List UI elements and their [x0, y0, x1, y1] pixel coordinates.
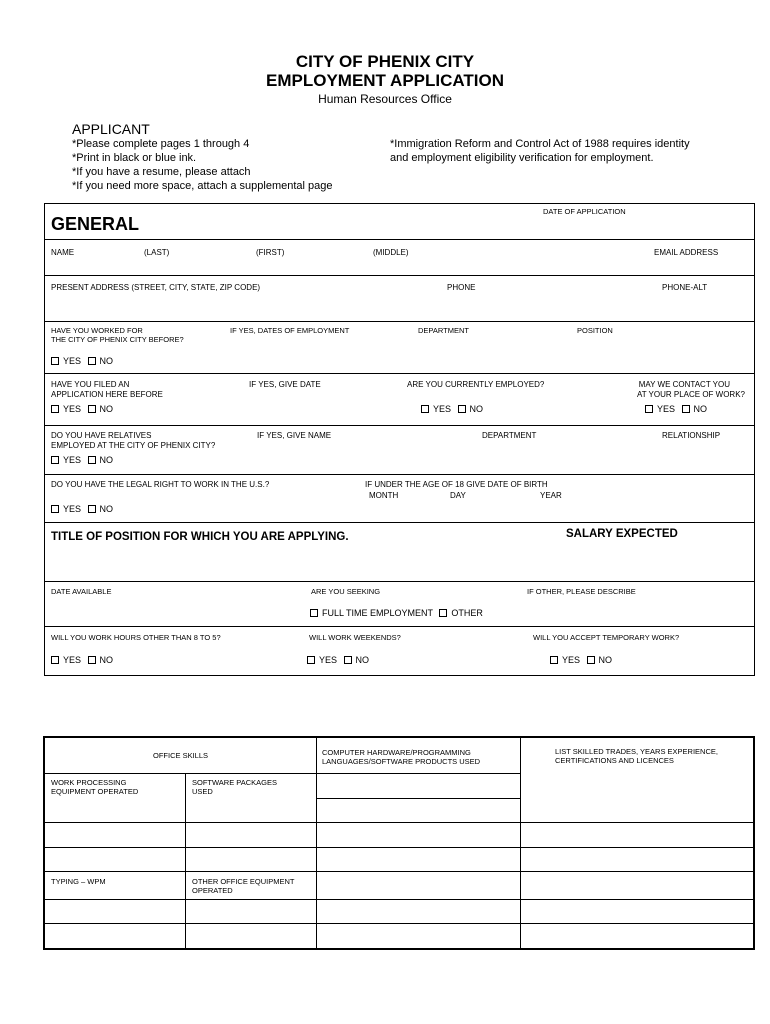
software-header: [192, 778, 277, 796]
relatives-line: EMPLOYED AT THE CITY OF PHENIX CITY?: [51, 441, 216, 450]
instruction-line: *If you need more space, attach a supplemental page: [72, 180, 333, 192]
name-label: NAME: [51, 248, 75, 257]
worked-before-line: THE CITY OF PHENIX CITY BEFORE?: [51, 335, 184, 344]
yes-checkbox[interactable]: [51, 456, 59, 464]
no-label: NO: [99, 455, 114, 465]
no-checkbox[interactable]: [88, 656, 96, 664]
other-label: OTHER: [451, 608, 483, 618]
yes-label: YES: [562, 655, 581, 665]
weekends-label: WILL WORK WEEKENDS?: [309, 633, 401, 642]
filed-before-line: APPLICATION HERE BEFORE: [51, 390, 163, 399]
trades-header: [555, 747, 718, 765]
filed-before-line: HAVE YOU FILED AN: [51, 380, 130, 389]
filed-before-label: [51, 380, 163, 400]
instruction-line: *Print in black or blue ink.: [72, 152, 197, 164]
trades-header-line: CERTIFICATIONS AND LICENCES: [555, 756, 674, 765]
contact-work-line: MAY WE CONTACT YOU: [638, 380, 730, 389]
legal-right-options: [51, 504, 113, 515]
temporary-options: [550, 655, 612, 666]
no-checkbox[interactable]: [344, 656, 352, 664]
yes-checkbox[interactable]: [645, 405, 653, 413]
salary-expected-label: SALARY EXPECTED: [566, 528, 678, 540]
typing-wpm-header: TYPING – WPM: [51, 877, 106, 886]
other-equipment-line: OPERATED: [192, 886, 233, 895]
legal-right-label: DO YOU HAVE THE LEGAL RIGHT TO WORK IN THE U.S.?: [51, 480, 270, 489]
contact-work-line: AT YOUR PLACE OF WORK?: [636, 390, 745, 399]
other-hours-label: WILL YOU WORK HOURS OTHER THAN 8 TO 5?: [51, 633, 221, 642]
immigration-notice: [390, 137, 690, 165]
no-label: NO: [99, 356, 114, 366]
dates-employment-label: IF YES, DATES OF EMPLOYMENT: [230, 326, 350, 335]
date-of-application-label: DATE OF APPLICATION: [543, 207, 626, 216]
worked-before-options: [51, 356, 113, 367]
other-equipment-header: [192, 877, 295, 895]
word-processing-line: WORK PROCESSING: [51, 778, 127, 787]
contact-work-label: [600, 380, 745, 400]
position-label: POSITION: [577, 326, 613, 335]
temporary-label: WILL YOU ACCEPT TEMPORARY WORK?: [533, 633, 680, 642]
other-checkbox[interactable]: [439, 609, 447, 617]
no-label: NO: [355, 655, 370, 665]
yes-checkbox[interactable]: [51, 656, 59, 664]
day-label: DAY: [450, 491, 466, 500]
relative-department-label: DEPARTMENT: [482, 431, 537, 440]
currently-employed-options: [421, 404, 483, 415]
other-hours-options: [51, 655, 113, 666]
no-checkbox[interactable]: [88, 357, 96, 365]
month-label: MONTH: [369, 491, 399, 500]
filed-before-options: [51, 404, 113, 415]
contact-work-options: [645, 404, 707, 415]
first-name-label: (FIRST): [256, 248, 285, 257]
department-label: DEPARTMENT: [418, 326, 469, 335]
worked-before-label: [51, 326, 184, 344]
relatives-line: DO YOU HAVE RELATIVES: [51, 431, 152, 440]
word-processing-line: EQUIPMENT OPERATED: [51, 787, 139, 796]
yes-checkbox[interactable]: [421, 405, 429, 413]
address-label: PRESENT ADDRESS (STREET, CITY, STATE, ZIP CODE): [51, 283, 261, 292]
weekends-options: [307, 655, 369, 666]
currently-employed-label: ARE YOU CURRENTLY EMPLOYED?: [407, 380, 545, 389]
seeking-options: [310, 608, 483, 619]
position-title-label: TITLE OF POSITION FOR WHICH YOU ARE APPLYING.: [51, 531, 349, 543]
no-label: NO: [693, 404, 708, 414]
yes-label: YES: [63, 504, 82, 514]
applicant-instructions: [72, 137, 333, 193]
yes-label: YES: [63, 655, 82, 665]
no-label: NO: [99, 655, 114, 665]
yes-label: YES: [63, 404, 82, 414]
phone-alt-label: PHONE-ALT: [662, 283, 708, 292]
give-name-label: IF YES, GIVE NAME: [257, 431, 332, 440]
yes-checkbox[interactable]: [550, 656, 558, 664]
relatives-label: [51, 431, 215, 451]
applicant-heading: APPLICANT: [72, 121, 150, 137]
word-processing-header: [51, 778, 138, 796]
immigration-line: and employment eligibility verification for employment.: [390, 152, 654, 164]
relatives-options: [51, 455, 113, 466]
form-title: CITY OF PHENIX CITY: [295, 52, 475, 71]
form-subtitle: EMPLOYMENT APPLICATION: [266, 71, 504, 90]
no-checkbox[interactable]: [682, 405, 690, 413]
date-available-label: DATE AVAILABLE: [51, 587, 112, 596]
general-heading: GENERAL: [51, 214, 140, 234]
give-date-label: IF YES, GIVE DATE: [249, 380, 321, 389]
no-checkbox[interactable]: [458, 405, 466, 413]
no-checkbox[interactable]: [587, 656, 595, 664]
instruction-line: *Please complete pages 1 through 4: [72, 138, 250, 150]
yes-checkbox[interactable]: [51, 357, 59, 365]
email-label: EMAIL ADDRESS: [654, 248, 719, 257]
software-line: USED: [192, 787, 213, 796]
yes-checkbox[interactable]: [51, 505, 59, 513]
computer-header-line: LANGUAGES/SOFTWARE PRODUCTS USED: [322, 757, 481, 766]
seeking-label: ARE YOU SEEKING: [311, 587, 381, 596]
worked-before-line: HAVE YOU WORKED FOR: [51, 326, 143, 335]
no-checkbox[interactable]: [88, 405, 96, 413]
no-checkbox[interactable]: [88, 505, 96, 513]
immigration-line: *Immigration Reform and Control Act of 1988 requires identity: [390, 138, 690, 150]
office-skills-header: OFFICE SKILLS: [152, 751, 209, 760]
last-name-label: (LAST): [144, 248, 170, 257]
no-label: NO: [469, 404, 484, 414]
full-time-checkbox[interactable]: [310, 609, 318, 617]
yes-checkbox[interactable]: [51, 405, 59, 413]
relationship-label: RELATIONSHIP: [662, 431, 721, 440]
under-18-label: IF UNDER THE AGE OF 18 GIVE DATE OF BIRTH: [365, 480, 548, 489]
computer-header-line: COMPUTER HARDWARE/PROGRAMMING: [322, 748, 471, 757]
software-line: SOFTWARE PACKAGES: [192, 778, 278, 787]
yes-checkbox[interactable]: [307, 656, 315, 664]
no-checkbox[interactable]: [88, 456, 96, 464]
no-label: NO: [99, 404, 114, 414]
computer-header: [322, 748, 480, 766]
yes-label: YES: [433, 404, 452, 414]
no-label: NO: [598, 655, 613, 665]
yes-label: YES: [319, 655, 338, 665]
no-label: NO: [99, 504, 114, 514]
office-name: Human Resources Office: [318, 92, 452, 106]
middle-name-label: (MIDDLE): [373, 248, 409, 257]
other-describe-label: IF OTHER, PLEASE DESCRIBE: [527, 587, 636, 596]
yes-label: YES: [63, 455, 82, 465]
yes-label: YES: [657, 404, 676, 414]
instruction-line: *If you have a resume, please attach: [72, 166, 251, 178]
year-label: YEAR: [540, 491, 562, 500]
trades-header-line: LIST SKILLED TRADES, YEARS EXPERIENCE,: [555, 747, 718, 756]
full-time-label: FULL TIME EMPLOYMENT: [322, 608, 433, 618]
yes-label: YES: [63, 356, 82, 366]
phone-label: PHONE: [447, 283, 476, 292]
other-equipment-line: OTHER OFFICE EQUIPMENT: [192, 877, 295, 886]
skills-table: [43, 736, 755, 950]
